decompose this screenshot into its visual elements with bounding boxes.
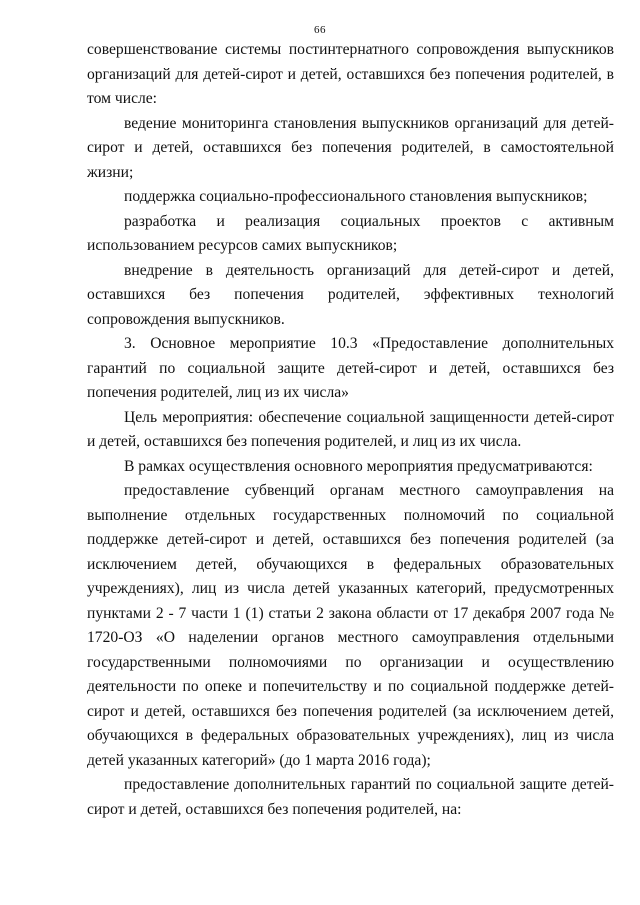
paragraph-professional-support: поддержка социально-профессионального становления выпускников; (124, 188, 588, 205)
paragraph-technologies: внедрение в деятельность организаций для детей-сирот и детей, оставшихся без попечения родителей, эффективных технологий сопровождения выпускников. (87, 261, 614, 328)
paragraph-activity-10-3: 3. Основное мероприятие 10.3 «Предоставление дополнительных гарантий по социальной защите детей-сирот и детей, оставшихся без попечения родителей, лиц из их числа» (87, 335, 614, 401)
paragraph-postinternat-support: совершенствование системы постинтернатного сопровождения выпускников организаций для детей-сирот и детей, оставшихся без попечения родителей, в том числе: (87, 41, 614, 107)
page-number: 66 (314, 24, 326, 36)
paragraph-activity-goal: Цель мероприятия: обеспечение социальной защищенности детей-сирот и детей, оставшихся без попечения родителей, и лиц из их числа. (87, 408, 614, 450)
paragraph-social-projects: разработка и реализация социальных проектов с активным использованием ресурсов самих выпускников; (87, 212, 614, 254)
paragraph-additional-guarantees: предоставление дополнительных гарантий по социальной защите детей-сирот и детей, оставшихся без попечения родителей, на: (87, 776, 614, 818)
body-text (87, 38, 614, 822)
paragraph-subventions: предоставление субвенций органам местного самоуправления на выполнение отдельных государственных полномочий по социальной поддержке детей-сирот и детей, оставшихся без попечения родителей (за исключением детей, обучающихся в федеральных образовательных учреждениях), лиц из числа детей указанных категорий, предусмотренных пунктами 2 - 7 части 1 (1) статьи 2 закона области от 17 декабря 2007 года № 1720-ОЗ «О наделении органов местного самоуправления отдельными государственными полномочиями по организации и осуществлению деятельности по опеке и попечительству и по социальной поддержке детей-сирот и детей, оставшихся без попечения родителей (за исключением детей, обучающихся в федеральных образовательных учреждениях), лиц из числа детей указанных категорий» (до 1 марта 2016 года); (87, 482, 614, 769)
paragraph-monitoring: ведение мониторинга становления выпускников организаций для детей-сирот и детей, оставшихся без попечения родителей, в самостоятельной жизни; (87, 114, 614, 181)
paragraph-provisions-intro: В рамках осуществления основного мероприятия предусматриваются: (124, 457, 593, 475)
